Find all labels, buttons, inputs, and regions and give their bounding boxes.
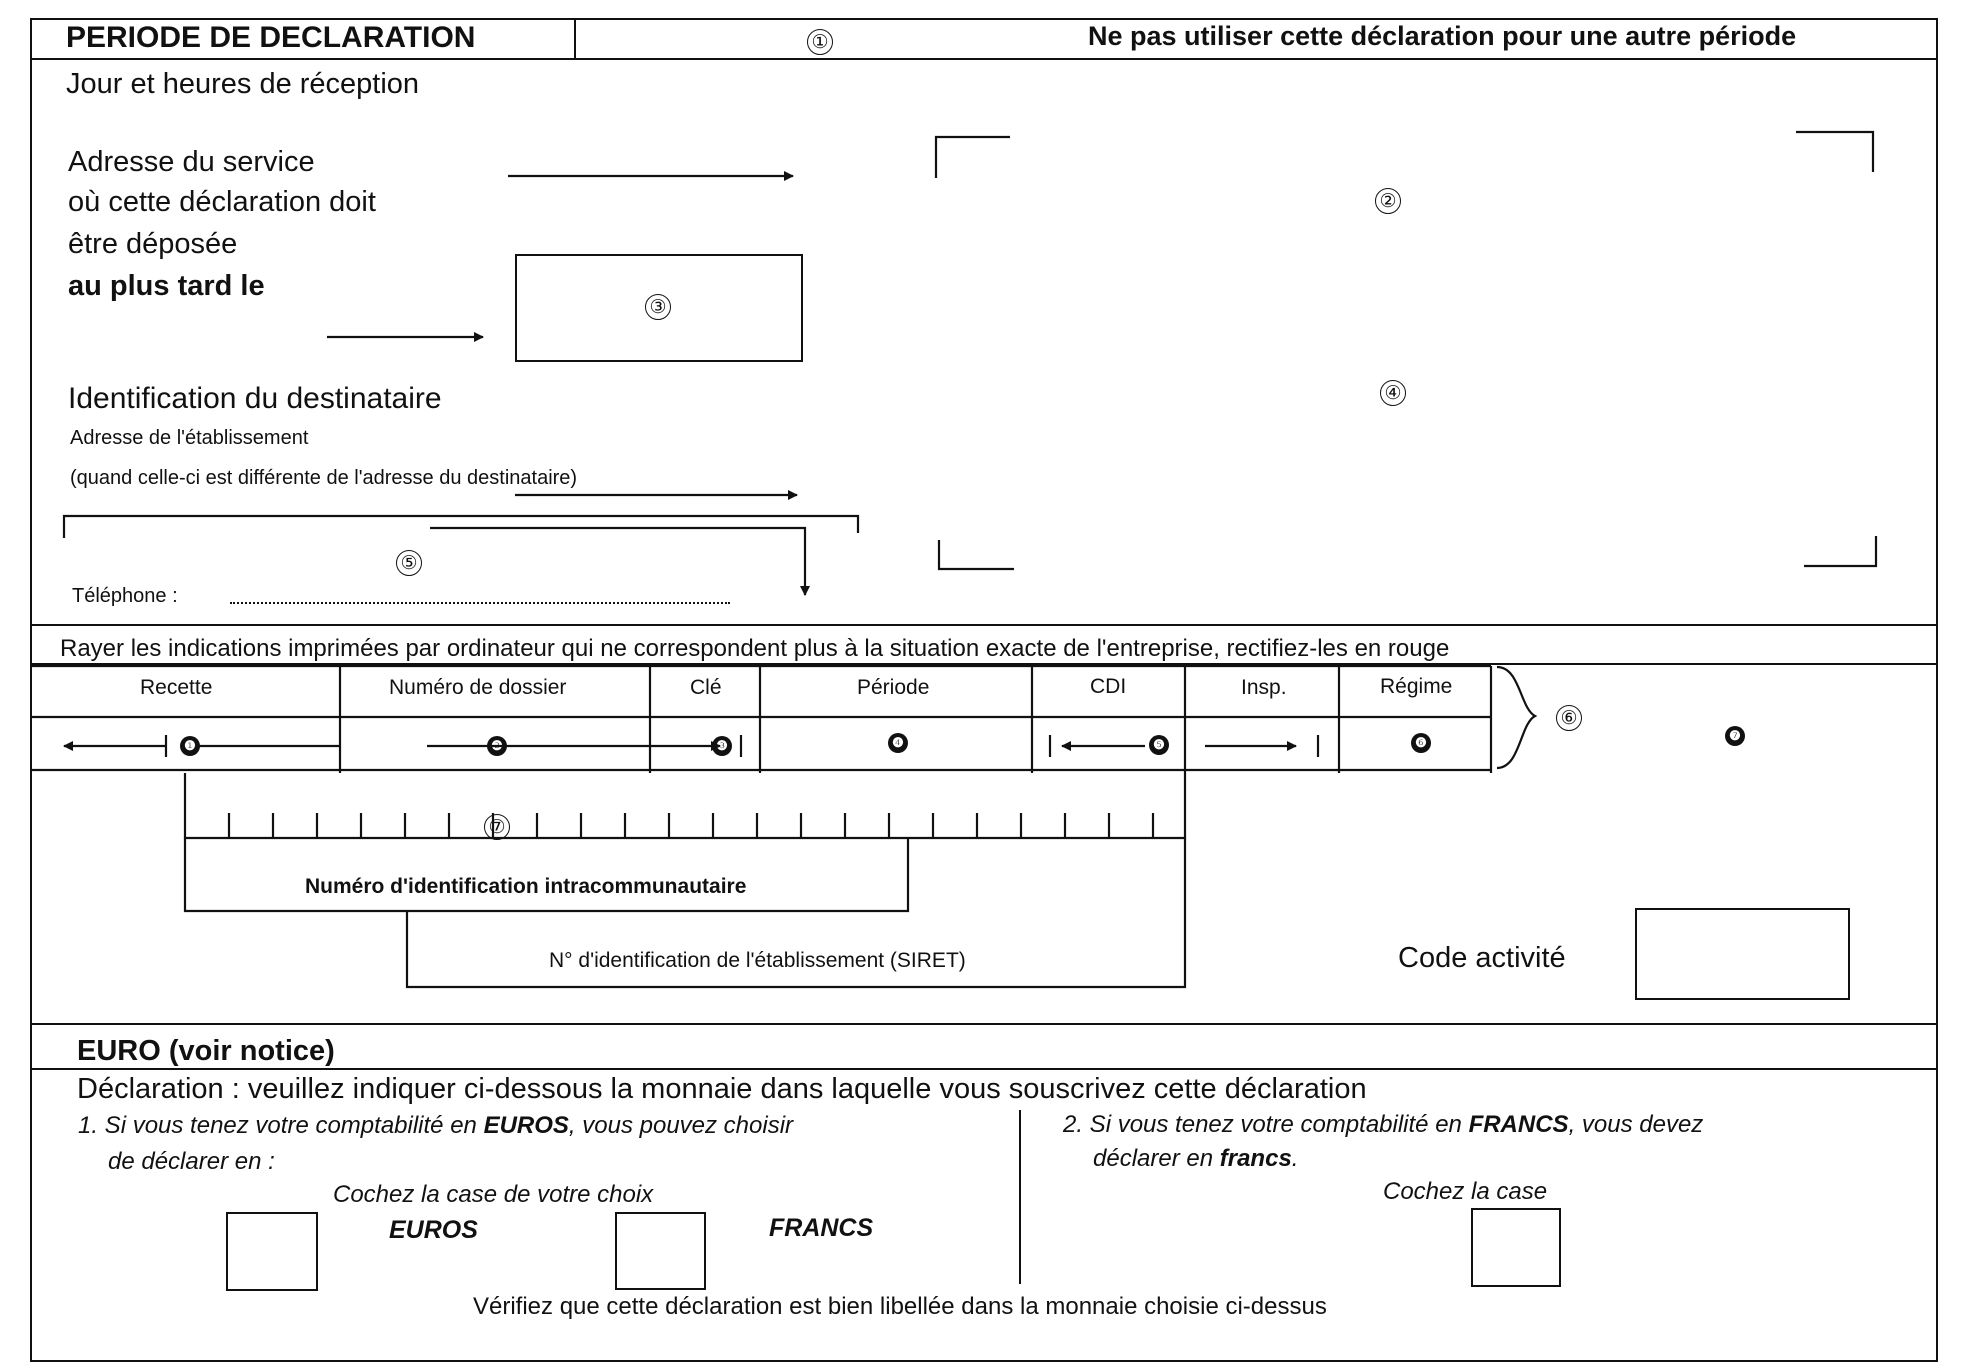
euro-intro: Déclaration : veuillez indiquer ci-dessous la monnaie dans laquelle vous souscrivez cette déclaration <box>77 1073 1367 1105</box>
field-marker-1: ❶ <box>180 736 200 756</box>
period-title: PERIODE DE DECLARATION <box>66 21 476 54</box>
digit-cells-frame <box>185 773 1185 838</box>
instructions-text: Rayer les indications imprimées par ordinateur qui ne correspondent plus à la situation exacte de l'entreprise, rectifiez-les en rouge <box>60 635 1450 662</box>
field-marker-3: ❸ <box>712 736 732 756</box>
siret-bracket <box>407 838 1185 987</box>
period-warning: Ne pas utiliser cette déclaration pour une autre période <box>1088 21 1797 51</box>
address-corner-top-right <box>1796 132 1873 172</box>
header-cle: Clé <box>690 676 722 699</box>
option2-line1: 2. Si vous tenez votre comptabilité en FRANCS, vous devez <box>1063 1111 1704 1138</box>
euros-label: EUROS <box>389 1216 478 1244</box>
header-insp: Insp. <box>1241 676 1287 699</box>
address-corner-bottom-right <box>1804 536 1876 566</box>
arrow-to-address-frame <box>430 528 805 595</box>
establishment-note: (quand celle-ci est différente de l'adresse du destinataire) <box>70 467 578 489</box>
intracom-bracket <box>185 838 908 911</box>
activity-code-label: Code activité <box>1398 942 1566 974</box>
field-marker-5: ❺ <box>1149 735 1169 755</box>
francs-label: FRANCS <box>769 1214 874 1242</box>
header-cdi: CDI <box>1090 675 1127 698</box>
marker-6: ⑥ <box>1556 705 1582 731</box>
field-marker-6: ❻ <box>1411 733 1431 753</box>
header-numero-dossier: Numéro de dossier <box>389 676 567 699</box>
option2-line2: déclarer en francs. <box>1093 1145 1299 1172</box>
phone-label: Téléphone : <box>72 585 178 607</box>
euro-title: EURO (voir notice) <box>77 1035 335 1067</box>
marker-1: ① <box>807 29 833 55</box>
reception-label: Jour et heures de réception <box>66 68 420 100</box>
establishment-label: Adresse de l'établissement <box>70 427 309 449</box>
field-marker-2: ❷ <box>487 736 507 756</box>
service-address-line1: Adresse du service <box>68 146 315 178</box>
currency-verify-note: Vérifiez que cette déclaration est bien libellée dans la monnaie choisie ci-dessus <box>473 1293 1327 1320</box>
header-periode: Période <box>857 676 930 699</box>
intracom-label: Numéro d'identification intracommunautaire <box>305 875 747 898</box>
marker-7: ⑦ <box>484 814 510 840</box>
service-address-line2: où cette déclaration doit <box>68 186 376 218</box>
check-label: Cochez la case <box>1383 1178 1548 1205</box>
deadline-label: au plus tard le <box>68 270 265 302</box>
address-corner-bottom-left <box>939 540 1014 569</box>
field-marker-7: ❼ <box>1725 726 1745 746</box>
recipient-title: Identification du destinataire <box>68 382 442 415</box>
field-marker-4: ❹ <box>888 733 908 753</box>
address-corner-top-left <box>936 137 1010 178</box>
marker-5: ⑤ <box>396 550 422 576</box>
digit-cell-ticks <box>229 813 1153 838</box>
marker-3: ③ <box>645 294 671 320</box>
service-address-line3: être déposée <box>68 228 238 260</box>
siret-label: N° d'identification de l'établissement (SIRET) <box>549 949 966 972</box>
choose-label: Cochez la case de votre choix <box>333 1181 654 1208</box>
option1-line2: de déclarer en : <box>108 1148 275 1175</box>
marker-4: ④ <box>1380 380 1406 406</box>
header-regime: Régime <box>1380 675 1453 698</box>
option1-line1: 1. Si vous tenez votre comptabilité en EUROS, vous pouvez choisir <box>78 1112 794 1139</box>
marker-2: ② <box>1375 188 1401 214</box>
header-recette: Recette <box>140 676 213 699</box>
table-brace <box>1497 667 1535 768</box>
